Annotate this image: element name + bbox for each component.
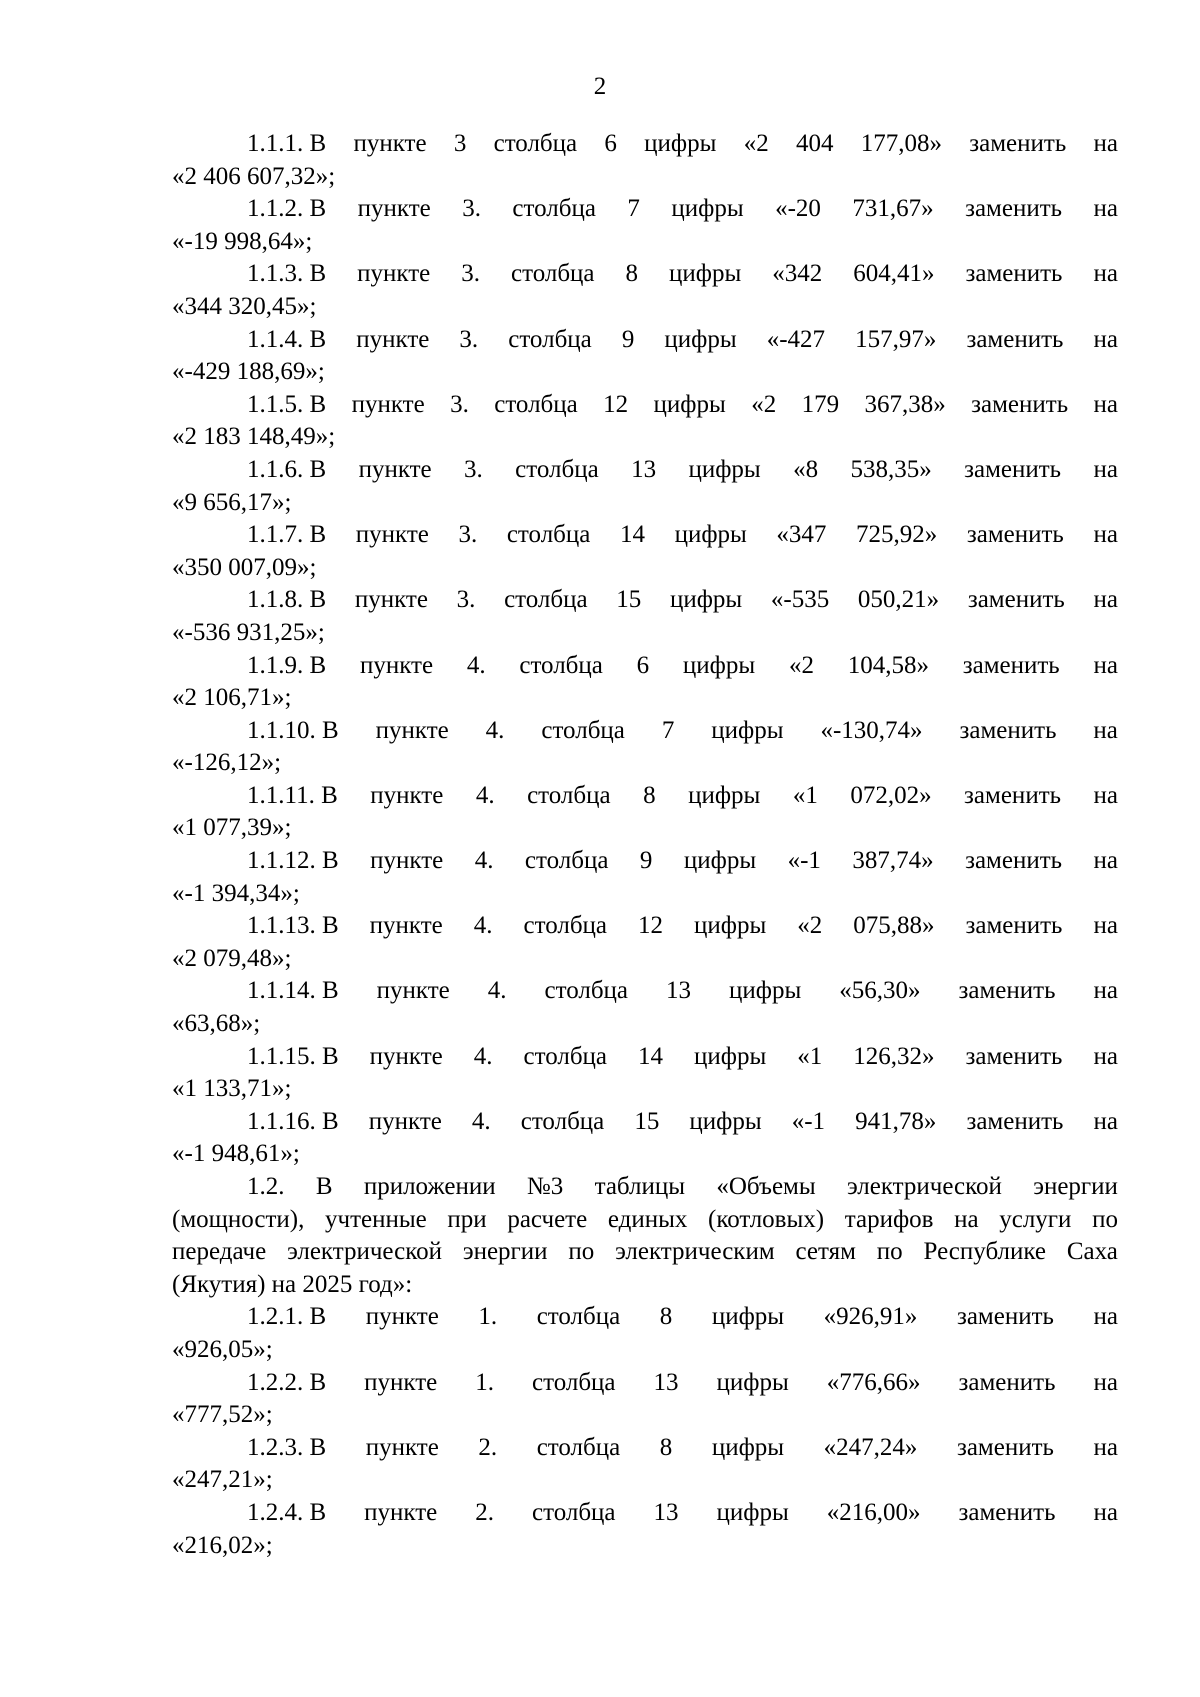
word: электрической — [287, 1238, 442, 1266]
word: по — [1092, 1205, 1118, 1233]
word: столбца — [493, 130, 578, 157]
word: по — [568, 1238, 595, 1266]
word: 1.2.3. В — [247, 1433, 327, 1461]
word: столбца — [532, 1368, 616, 1396]
replacement-value: «-126,12»; — [172, 749, 282, 777]
word: 8 — [659, 1433, 673, 1461]
amendment-line — [172, 715, 1118, 748]
word: 1.1.4. В — [247, 325, 327, 353]
word: 15 — [634, 1107, 660, 1135]
amendment-item — [172, 975, 1118, 1040]
word: 177,08» — [860, 130, 942, 157]
replacement-value: «-429 188,69»; — [172, 358, 325, 386]
replacement-value: «-1 948,61»; — [172, 1140, 300, 1168]
amendment-item — [172, 1367, 1118, 1432]
word: «56,30» — [839, 977, 921, 1005]
word: 1.1.7. В — [247, 521, 327, 549]
word: цифры — [694, 912, 767, 940]
replacement-value: «926,05»; — [172, 1335, 273, 1363]
amendment-item — [172, 650, 1118, 715]
word: «347 — [776, 521, 827, 549]
word: 3. — [459, 325, 479, 353]
word: столбца — [494, 390, 578, 418]
replacement-value: «1 077,39»; — [172, 814, 292, 842]
word: столбца — [536, 1433, 621, 1461]
word: 725,92» — [856, 521, 938, 549]
word: тарифов — [844, 1205, 934, 1233]
word: пункте — [358, 455, 432, 483]
replacement-value: «9 656,17»; — [172, 488, 292, 516]
word: 1.1.11. В — [247, 781, 338, 809]
word: 6 — [604, 130, 617, 157]
word: столбца — [527, 781, 611, 809]
amendment-item — [172, 715, 1118, 780]
replacement-value: «-19 998,64»; — [172, 227, 313, 255]
word: учтенные — [325, 1205, 427, 1233]
word: «1 — [797, 1042, 823, 1070]
word: «776,66» — [826, 1368, 921, 1396]
word: 4. — [475, 781, 495, 809]
word: 12 — [603, 390, 629, 418]
word: столбца — [515, 455, 599, 483]
word: 13 — [653, 1498, 679, 1526]
word: 12 — [638, 912, 664, 940]
word: заменить — [958, 1368, 1056, 1396]
word: на — [1093, 260, 1118, 288]
amendment-item — [172, 324, 1118, 389]
word: «2 — [788, 651, 814, 679]
word: «2 — [797, 912, 823, 940]
word: цифры — [682, 651, 756, 679]
word: заменить — [964, 455, 1062, 483]
replacement-value: «344 320,45»; — [172, 292, 317, 320]
word: цифры — [644, 130, 717, 157]
word: на — [1093, 781, 1118, 809]
word: 1.1.1. В — [247, 130, 327, 157]
amendment-line — [172, 975, 1118, 1008]
word: 4. — [473, 1042, 493, 1070]
word: на — [1093, 716, 1118, 744]
word: «342 — [772, 260, 823, 288]
word: 1.1.8. В — [247, 586, 327, 614]
word: на — [1093, 1107, 1118, 1135]
word: 1. — [475, 1368, 495, 1396]
word: пункте — [364, 1368, 438, 1396]
word: цифры — [674, 521, 747, 549]
replacement-value: «2 406 607,32»; — [172, 162, 336, 190]
word: 3. — [464, 455, 483, 483]
word: (котловых) — [708, 1205, 825, 1233]
section-text-line — [172, 1236, 1118, 1269]
word: заменить — [965, 847, 1063, 875]
amendment-line — [172, 1106, 1118, 1139]
replacement-value: «-1 394,34»; — [172, 879, 300, 907]
word: столбца — [519, 651, 603, 679]
amendment-item — [172, 454, 1118, 519]
word: пункте — [370, 847, 444, 875]
word: «-1 — [791, 1107, 826, 1135]
word: 1.1.15. В — [247, 1042, 339, 1070]
word: цифры — [716, 1368, 789, 1396]
word: пункте — [365, 1433, 439, 1461]
amendment-line — [172, 519, 1118, 552]
word: цифры — [669, 260, 742, 288]
word: 7 — [627, 195, 640, 223]
section-text-last-line: (Якутия) на 2025 год»: — [172, 1270, 413, 1298]
word: пункте — [356, 325, 430, 353]
word: «2 — [743, 130, 769, 157]
word: 604,41» — [853, 260, 935, 288]
amendment-line — [172, 389, 1118, 422]
word: пункте — [359, 651, 434, 679]
word: заменить — [959, 716, 1057, 744]
word: «-535 — [770, 586, 830, 614]
section-text-line — [172, 1171, 1118, 1204]
word: Саха — [1066, 1238, 1118, 1266]
section-text-line — [172, 1204, 1118, 1237]
word: пункте — [355, 521, 429, 549]
word: 1.2.2. В — [247, 1368, 327, 1396]
word: 1.1.9. В — [247, 651, 327, 679]
word: при — [447, 1205, 487, 1233]
word: сетям — [795, 1238, 856, 1266]
word: «216,00» — [826, 1498, 921, 1526]
word: 4. — [471, 1107, 491, 1135]
word: 157,97» — [855, 325, 937, 353]
word: 4. — [473, 912, 493, 940]
word: столбца — [506, 521, 591, 549]
amendment-line — [172, 1497, 1118, 1530]
amendment-line — [172, 193, 1118, 226]
amendment-item — [172, 910, 1118, 975]
word: 3. — [450, 390, 469, 418]
word: 072,02» — [850, 781, 932, 809]
word: на — [1093, 1303, 1118, 1331]
word: передаче — [172, 1238, 267, 1266]
word: заменить — [958, 1498, 1056, 1526]
word: по — [876, 1238, 903, 1266]
word: «926,91» — [823, 1303, 918, 1331]
replacement-value: «777,52»; — [172, 1401, 273, 1429]
replacement-value: «247,21»; — [172, 1466, 273, 1494]
word: цифры — [664, 325, 737, 353]
word: единых — [607, 1205, 688, 1233]
word: цифры — [671, 195, 744, 223]
word: пункте — [369, 912, 443, 940]
word: 3. — [458, 521, 478, 549]
word: заменить — [956, 1303, 1054, 1331]
word: 15 — [616, 586, 642, 614]
word: заменить — [956, 1433, 1054, 1461]
word: заменить — [966, 1107, 1064, 1135]
word: Республике — [923, 1238, 1047, 1266]
word: приложении — [363, 1173, 496, 1200]
word: «Объемы — [716, 1173, 816, 1200]
word: 14 — [638, 1042, 664, 1070]
word: заменить — [967, 586, 1065, 614]
word: №3 — [526, 1173, 564, 1200]
word: 367,38» — [864, 390, 946, 418]
amendment-item — [172, 780, 1118, 845]
word: 538,35» — [850, 455, 932, 483]
word: заменить — [971, 390, 1069, 418]
word: 8 — [625, 260, 639, 288]
word: «-130,74» — [820, 716, 923, 744]
word: пункте — [354, 586, 428, 614]
section-1-2-items — [172, 1301, 1118, 1562]
word: пункте — [369, 1042, 443, 1070]
word: «8 — [793, 455, 819, 483]
word: 9 — [639, 847, 653, 875]
word: на — [1093, 325, 1118, 353]
word: «247,24» — [823, 1433, 918, 1461]
word: 8 — [643, 781, 656, 809]
word: цифры — [716, 1498, 789, 1526]
word: заменить — [965, 260, 1063, 288]
word: В — [315, 1173, 333, 1200]
word: на — [1093, 521, 1118, 549]
replacement-value: «2 079,48»; — [172, 944, 292, 972]
word: 8 — [659, 1303, 673, 1331]
word: на — [1093, 1498, 1118, 1526]
word: заменить — [965, 912, 1063, 940]
word: 7 — [661, 716, 675, 744]
word: цифры — [729, 977, 802, 1005]
word: электрическим — [615, 1238, 775, 1266]
word: таблицы — [594, 1173, 686, 1200]
word: пункте — [357, 260, 431, 288]
word: 104,58» — [847, 651, 929, 679]
word: цифры — [688, 781, 761, 809]
word: цифры — [669, 586, 743, 614]
word: цифры — [711, 716, 784, 744]
word: 731,67» — [852, 195, 934, 223]
word: 404 — [795, 130, 834, 157]
word: 075,88» — [853, 912, 935, 940]
amendment-line — [172, 1301, 1118, 1334]
word: 387,74» — [852, 847, 934, 875]
word: электрической — [846, 1173, 1002, 1200]
word: заменить — [966, 521, 1064, 549]
word: пункте — [375, 716, 449, 744]
word: столбца — [508, 325, 592, 353]
amendment-line — [172, 650, 1118, 683]
word: столбца — [536, 1303, 621, 1331]
word: на — [1093, 195, 1118, 223]
word: столбца — [511, 260, 595, 288]
word: 4. — [466, 651, 486, 679]
amendment-item — [172, 845, 1118, 910]
word: (мощности), — [172, 1205, 305, 1233]
amendment-line — [172, 1432, 1118, 1465]
amendment-line — [172, 1367, 1118, 1400]
word: 13 — [653, 1368, 679, 1396]
word: пункте — [376, 977, 450, 1005]
word: 126,32» — [853, 1042, 935, 1070]
word: цифры — [689, 1107, 762, 1135]
amendment-item — [172, 584, 1118, 649]
word: на — [1093, 912, 1118, 940]
word: столбца — [512, 195, 596, 223]
word: пункте — [364, 1498, 438, 1526]
word: цифры — [688, 455, 761, 483]
word: столбца — [544, 977, 629, 1005]
word: «-20 — [775, 195, 821, 223]
amendment-line — [172, 780, 1118, 813]
word: заменить — [958, 977, 1056, 1005]
word: 3. — [456, 586, 476, 614]
word: столбца — [541, 716, 625, 744]
word: столбца — [532, 1498, 616, 1526]
word: 050,21» — [857, 586, 940, 614]
word: 13 — [666, 977, 692, 1005]
word: пункте — [365, 1303, 439, 1331]
word: заменить — [964, 781, 1062, 809]
amendment-item — [172, 1106, 1118, 1171]
word: 4. — [485, 716, 505, 744]
word: на — [1093, 1433, 1118, 1461]
document-body — [172, 128, 1118, 1562]
section-1-2-heading — [172, 1171, 1118, 1301]
amendment-item — [172, 389, 1118, 454]
word: столбца — [523, 1042, 608, 1070]
word: 6 — [636, 651, 650, 679]
word: заменить — [965, 195, 1063, 223]
word: 1.1.10. В — [247, 716, 339, 744]
word: 941,78» — [855, 1107, 937, 1135]
amendment-line — [172, 454, 1118, 487]
word: 1.2. — [247, 1173, 285, 1200]
replacement-value: «350 007,09»; — [172, 553, 317, 581]
page-number: 2 — [593, 73, 607, 100]
word: 3 — [453, 130, 467, 157]
word: 1.1.2. В — [247, 195, 327, 223]
amendment-line — [172, 324, 1118, 357]
word: цифры — [694, 1042, 767, 1070]
replacement-value: «2 106,71»; — [172, 684, 292, 712]
word: цифры — [711, 1303, 785, 1331]
amendment-line — [172, 128, 1118, 161]
word: «-427 — [766, 325, 826, 353]
word: услуги — [999, 1205, 1072, 1233]
word: энергии — [1033, 1173, 1118, 1200]
amendment-item — [172, 1432, 1118, 1497]
word: на — [1093, 977, 1118, 1005]
word: 3. — [462, 195, 481, 223]
replacement-value: «-536 931,25»; — [172, 618, 325, 646]
word: столбца — [520, 1107, 605, 1135]
word: 13 — [631, 455, 657, 483]
amendment-item — [172, 519, 1118, 584]
word: цифры — [711, 1433, 785, 1461]
word: 3. — [461, 260, 481, 288]
word: на — [1093, 1042, 1118, 1070]
replacement-value: «216,02»; — [172, 1531, 273, 1559]
word: заменить — [966, 325, 1064, 353]
word: расчете — [507, 1205, 588, 1233]
amendment-item — [172, 258, 1118, 323]
amendment-line — [172, 910, 1118, 943]
word: 1.2.4. В — [247, 1498, 327, 1526]
word: 1.1.3. В — [247, 260, 327, 288]
amendment-item — [172, 1301, 1118, 1366]
word: на — [1093, 1368, 1118, 1396]
word: на — [1093, 586, 1118, 614]
word: на — [954, 1205, 979, 1233]
word: 1.1.12. В — [247, 847, 339, 875]
word: пункте — [370, 781, 444, 809]
word: на — [1093, 847, 1118, 875]
word: 1.2.1. В — [247, 1303, 327, 1331]
word: 2. — [475, 1498, 495, 1526]
word: пункте — [357, 195, 431, 223]
word: 1.1.14. В — [247, 977, 339, 1005]
section-1-1-items — [172, 128, 1118, 1171]
word: столбца — [504, 586, 588, 614]
word: 179 — [801, 390, 840, 418]
replacement-value: «2 183 148,49»; — [172, 423, 336, 451]
word: 1.1.13. В — [247, 912, 339, 940]
amendment-line — [172, 1041, 1118, 1074]
word: пункте — [353, 130, 427, 157]
amendment-item — [172, 193, 1118, 258]
word: на — [1093, 651, 1118, 679]
word: на — [1093, 130, 1118, 157]
word: 1.1.16. В — [247, 1107, 339, 1135]
word: 4. — [474, 847, 494, 875]
replacement-value: «63,68»; — [172, 1010, 261, 1038]
word: пункте — [368, 1107, 442, 1135]
amendment-line — [172, 584, 1118, 617]
word: заменить — [965, 1042, 1063, 1070]
word: пункте — [351, 390, 425, 418]
word: 14 — [619, 521, 645, 549]
word: 1.1.6. В — [247, 455, 327, 483]
word: энергии — [462, 1238, 548, 1266]
replacement-value: «1 133,71»; — [172, 1075, 292, 1103]
word: заменить — [969, 130, 1067, 157]
word: на — [1093, 455, 1118, 483]
amendment-item — [172, 128, 1118, 193]
word: «2 — [751, 390, 777, 418]
word: заменить — [962, 651, 1060, 679]
amendment-item — [172, 1041, 1118, 1106]
word: 1. — [478, 1303, 498, 1331]
word: 2. — [478, 1433, 498, 1461]
word: 1.1.5. В — [247, 390, 327, 418]
word: 9 — [621, 325, 635, 353]
word: «1 — [792, 781, 818, 809]
word: на — [1093, 390, 1118, 418]
word: столбца — [524, 847, 609, 875]
word: цифры — [683, 847, 757, 875]
word: «-1 — [787, 847, 821, 875]
amendment-line — [172, 845, 1118, 878]
amendment-line — [172, 258, 1118, 291]
word: цифры — [653, 390, 726, 418]
word: 4. — [487, 977, 507, 1005]
word: столбца — [523, 912, 608, 940]
amendment-item — [172, 1497, 1118, 1562]
